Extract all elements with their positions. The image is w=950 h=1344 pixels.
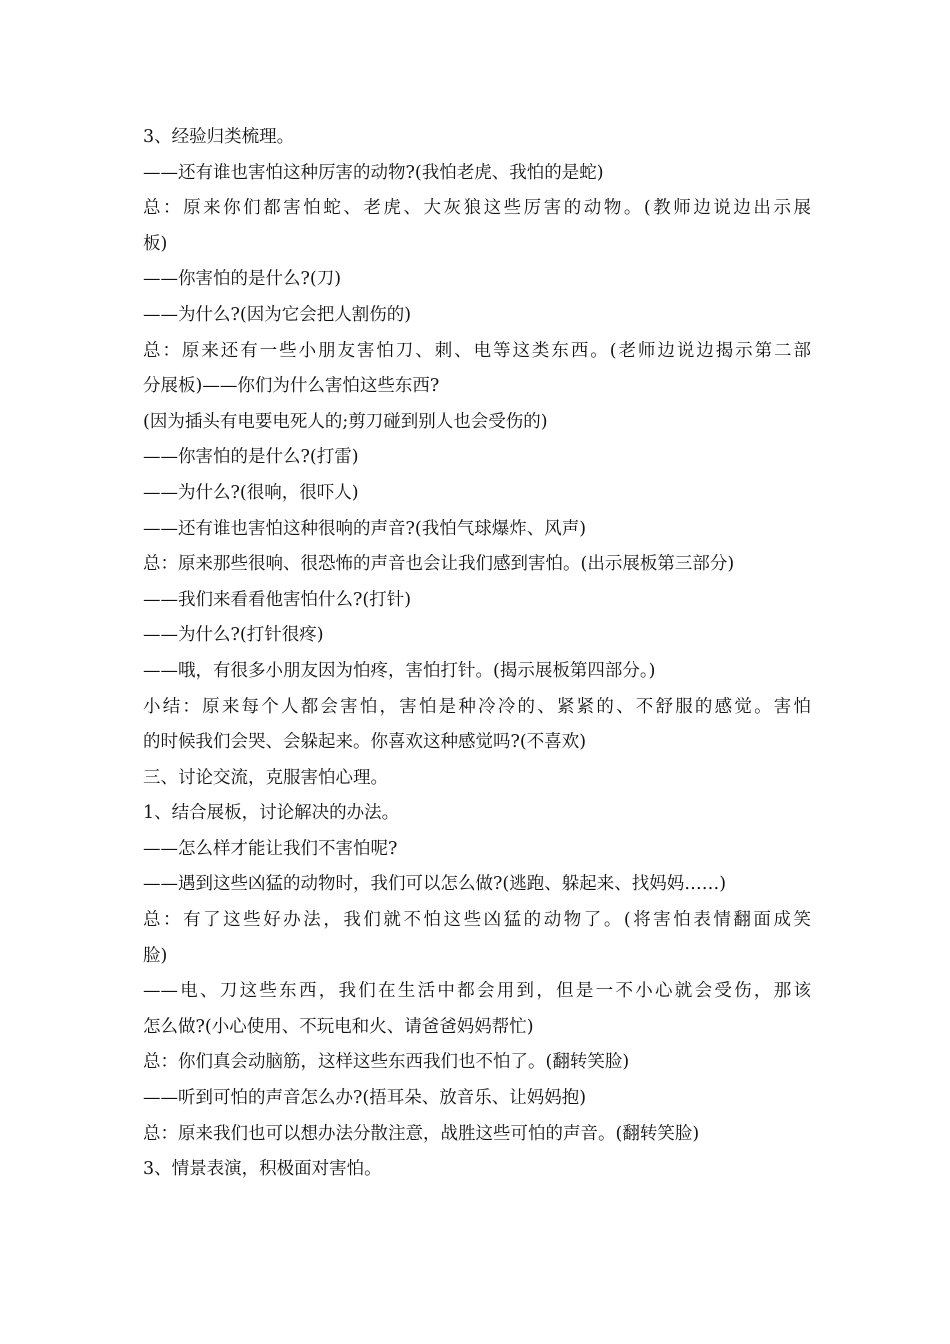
text-line: ——还有谁也害怕这种很响的声音?(我怕气球爆炸、风声) <box>143 518 587 539</box>
text-line: 总：你们真会动脑筋，这样这些东西我们也不怕了。(翻转笑脸) <box>143 1052 630 1073</box>
text-line: 板) <box>143 233 168 254</box>
text-line: 分展板)——你们为什么害怕这些东西? <box>143 376 440 397</box>
text-line: 三、讨论交流，克服害怕心理。 <box>143 767 388 788</box>
text-line: (因为插头有电要电死人的;剪刀碰到别人也会受伤的) <box>143 411 548 432</box>
text-line: ——我们来看看他害怕什么?(打针) <box>143 589 412 610</box>
text-line: ——为什么?(打针很疼) <box>143 625 324 646</box>
text-line: ——听到可怕的声音怎么办?(捂耳朵、放音乐、让妈妈抱) <box>143 1088 587 1109</box>
text-line: ——怎么样才能让我们不害怕呢? <box>143 838 398 859</box>
text-line: ——你害怕的是什么?(刀) <box>143 269 342 290</box>
text-line: 3、经验归类梳理。 <box>143 127 295 147</box>
document-body <box>143 120 811 1188</box>
text-line: 小结：原来每个人都会害怕，害怕是种冷冷的、紧紧的、不舒服的感觉。害怕 <box>143 696 811 717</box>
text-line: 总：原来那些很响、很恐怖的声音也会让我们感到害怕。(出示展板第三部分) <box>143 554 735 575</box>
text-line: 总：原来我们也可以想办法分散注意，战胜这些可怕的声音。(翻转笑脸) <box>143 1123 700 1144</box>
text-line: 总：原来你们都害怕蛇、老虎、大灰狼这些厉害的动物。(教师边说边出示展 <box>143 198 811 219</box>
text-line: 总：原来还有一些小朋友害怕刀、刺、电等这类东西。(老师边说边揭示第二部 <box>143 340 811 361</box>
text-line: ——为什么?(很响，很吓人) <box>143 482 359 503</box>
text-line: 的时候我们会哭、会躲起来。你喜欢这种感觉吗?(不喜欢) <box>143 732 587 753</box>
text-line: 1、结合展板，讨论解决的办法。 <box>143 803 400 824</box>
text-line: ——你害怕的是什么?(打雷) <box>143 447 359 468</box>
text-line: 脸) <box>143 945 168 966</box>
text-line: 总：有了这些好办法，我们就不怕这些凶猛的动物了。(将害怕表情翻面成笑 <box>143 910 811 931</box>
text-line: ——电、刀这些东西，我们在生活中都会用到，但是一不小心就会受伤，那该 <box>143 981 811 1002</box>
text-line: ——还有谁也害怕这种厉害的动物?(我怕老虎、我怕的是蛇) <box>143 162 604 183</box>
text-line: 怎么做?(小心使用、不玩电和火、请爸爸妈妈帮忙) <box>143 1016 534 1037</box>
text-line: ——为什么?(因为它会把人割伤的) <box>143 304 412 325</box>
text-line: ——遇到这些凶猛的动物时，我们可以怎么做?(逃跑、躲起来、找妈妈……) <box>143 874 727 895</box>
text-line: ——哦，有很多小朋友因为怕疼，害怕打针。(揭示展板第四部分。) <box>143 660 656 681</box>
text-line: 3、情景表演，积极面对害怕。 <box>143 1159 382 1180</box>
